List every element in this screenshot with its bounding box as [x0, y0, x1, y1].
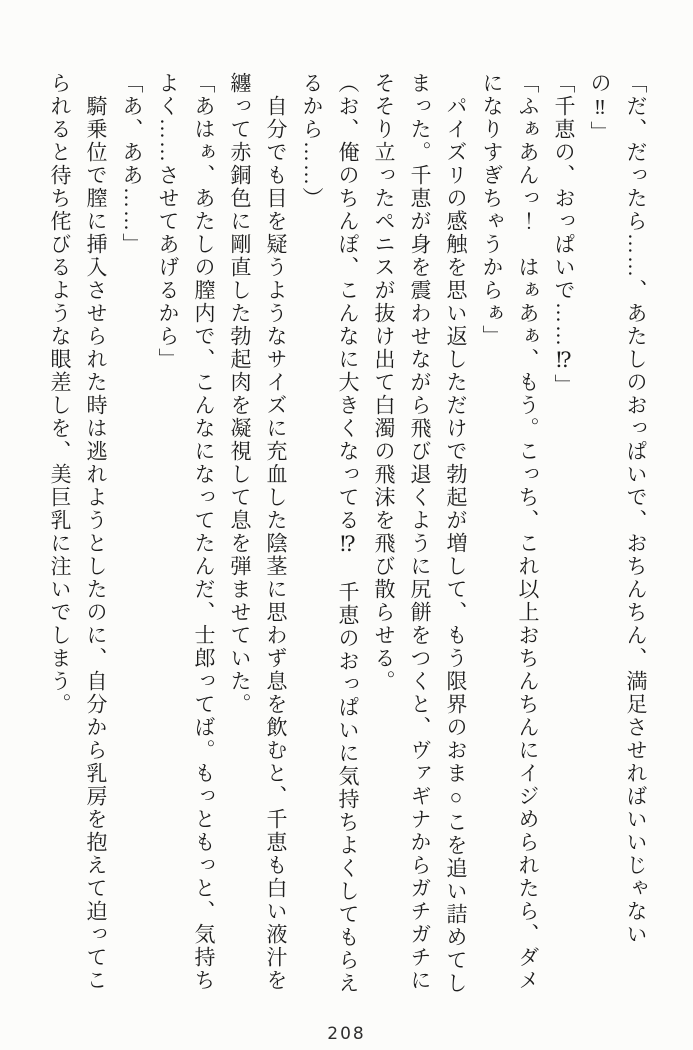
text-line: よく……させてあげるから」	[156, 72, 180, 371]
text-line: 「だ、だったら……、あたしのおっぱいで、おちんちん、満足させればいいじゃない	[624, 72, 648, 946]
vertical-text-block	[42, 72, 654, 1002]
text-line: まった。千恵が身を震わせながら飛び退くように尻餅をつくと、ヴァギナからガチガチに	[408, 72, 432, 992]
text-line: パイズリの感触を思い返しただけで勃起が増して、もう限界のおま○こを追い詰めてし	[444, 95, 468, 995]
text-line: になりすぎちゃうからぁ」	[480, 72, 504, 348]
text-line: 纏って赤銅色に剛直した勃起肉を凝視して息を弾ませていた。	[228, 72, 252, 716]
text-line: 自分でも目を疑うようなサイズに充血した陰茎に思わず息を飲むと、千恵も白い液汁を	[264, 95, 288, 992]
text-line: 「千恵の、おっぱいで……⁉」	[552, 72, 576, 397]
text-line: の‼」	[588, 72, 612, 144]
text-line: るから……）	[300, 72, 324, 210]
text-line: そそり立ったペニスが抜け出て白濁の飛沫を飛び散らせる。	[372, 72, 396, 693]
text-line: 騎乗位で膣に挿入させられた時は逃れようとしたのに、自分から乳房を抱えて迫ってこ	[84, 95, 108, 992]
text-line: 「あ、ああ……」	[120, 72, 144, 256]
text-line: （お、俺のちんぽ、こんなに大きくなってる⁉ 千恵のおっぱいに気持ちよくしてもらえ	[336, 72, 360, 995]
text-line: 「あはぁ、あたしの膣内で、こんなになってたんだ、士郎ってば。もっともっと、気持ち	[192, 72, 216, 992]
text-line: 「ふぁあんっ！ はぁあぁ、もう。こっち、これ以上おちんちんにイジめられたら、ダメ	[516, 72, 540, 992]
text-line: られると待ち侘びるような眼差しを、美巨乳に注いでしまう。	[48, 72, 72, 716]
page-number: 208	[327, 1024, 366, 1044]
